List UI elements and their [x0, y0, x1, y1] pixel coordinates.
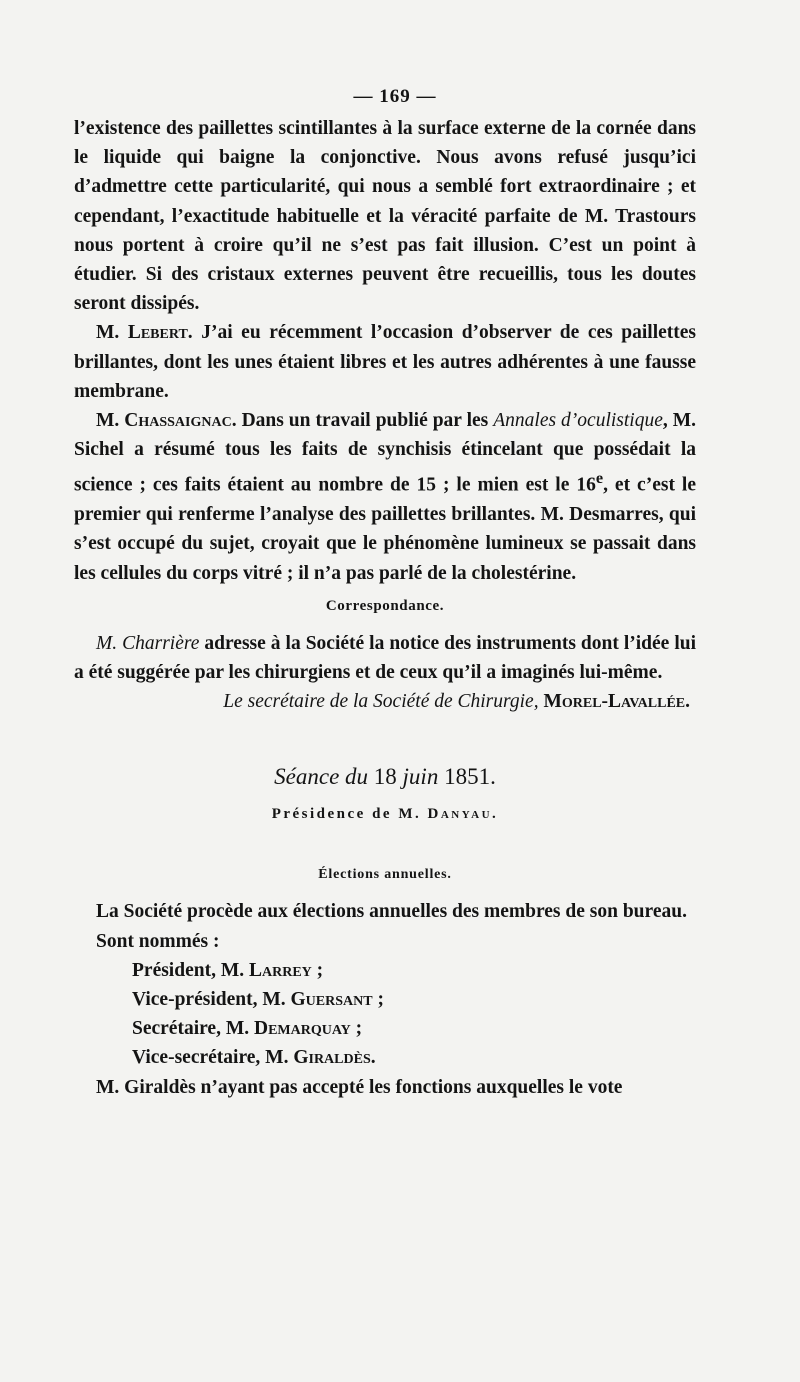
seance-year: 1851. [444, 764, 496, 790]
journal-title: Annales d’oculistique [493, 410, 663, 432]
list-item-name: Demarquay [254, 1018, 351, 1040]
list-item-end: ; [311, 959, 324, 981]
signature-name: Morel-Lavallée. [543, 691, 690, 713]
paragraph-lebert [74, 318, 696, 406]
correspondance-heading: Correspondance. [325, 597, 445, 614]
list-item-role: Secrétaire, M. [132, 1018, 250, 1040]
elections-intro: La Société procède aux élections annuelles des membres de son bureau. [96, 901, 687, 923]
list-item-end: . [370, 1047, 376, 1069]
list-item [74, 1043, 696, 1072]
list-item-role: Vice-président, M. [132, 988, 286, 1010]
paragraph-charriere [74, 629, 696, 687]
paragraph-trastours: l’existence des paillettes scintillantes à la surface externe de la cornée dans le liquide qui baigne la conjonctive. Nous avons refusé jusqu’ici d’admettre cette particularité, qui nous a semblé fort extraordinaire ; et cependant, l’exactitude habituelle et la véracité parfaite de M. Trastours nous portent à croire qu’il ne s’est pas fait illusion. C’est un point à étudier. Si des cristaux externes peuvent être recueillis, tous les doutes seront dissipés. [74, 118, 696, 315]
seance-day: 18 [373, 764, 397, 790]
list-item-name: Guersant [290, 988, 373, 1010]
charriere-text: adresse à la Société la notice des instruments dont l’idée lui a été suggérée par les chirurgiens et de ceux qu’il a imaginés lui-même. [74, 632, 696, 683]
speaker-chassaignac: M. Chassaignac. [96, 410, 237, 432]
seance-heading [74, 764, 696, 790]
presidence-label: Présidence de M. [271, 806, 422, 823]
seance-month: juin [402, 764, 439, 790]
signature-title: Le secrétaire de la Société de Chirurgie, [223, 691, 539, 713]
list-item-end: ; [372, 988, 384, 1010]
presidence-name: Danyau. [427, 806, 499, 823]
page-number: — 169 — [353, 86, 437, 107]
list-item [74, 956, 696, 985]
paragraph-chassaignac [74, 406, 696, 588]
charriere-name: M. Charrière [96, 632, 200, 654]
list-item-name: Larrey [248, 959, 312, 981]
list-item-role: Président, M. [132, 959, 245, 981]
paragraph-giraldes: M. Giraldès n’ayant pas accepté les fonctions auxquelles le vote [96, 1076, 623, 1098]
paragraph-lebert-text: J’ai eu récemment l’occasion d’observer de ces paillettes brillantes, dont les unes étaient libres et les autres adhérentes à une fausse membrane. [74, 322, 696, 402]
seance-prefix: Séance du [274, 764, 369, 790]
list-item-end: ; [350, 1018, 363, 1040]
list-item [74, 1014, 696, 1043]
paragraph-chassaignac-text-b: , M. Sichel a résumé tous les faits de synchisis étincelant que possédait la science ; ces faits étaient au nombre de 15 ; le mien est le 16 [74, 410, 697, 496]
paragraph-chassaignac-text-a: Dans un travail publié par les [241, 410, 489, 432]
speaker-lebert: M. Lebert. [96, 322, 193, 344]
secretary-signature [74, 687, 696, 716]
elections-heading: Élections annuelles. [318, 867, 452, 883]
presidence-heading [74, 806, 696, 823]
list-item-name: Giraldès [293, 1047, 371, 1069]
ordinal-superscript: e [595, 469, 604, 488]
list-item [74, 985, 696, 1014]
sont-nommes: Sont nommés : [96, 930, 220, 952]
list-item-role: Vice-secrétaire, M. [132, 1047, 289, 1069]
paragraph-chassaignac-text-c: , et c’est le premier qui renferme l’analyse des paillettes brillantes. M. Desmarres, qui s’est occupé du sujet, croyait que le phénomène lumineux se passait dans les cellules du corps vitré ; il n’a pas parlé de la cholestérine. [74, 474, 696, 584]
